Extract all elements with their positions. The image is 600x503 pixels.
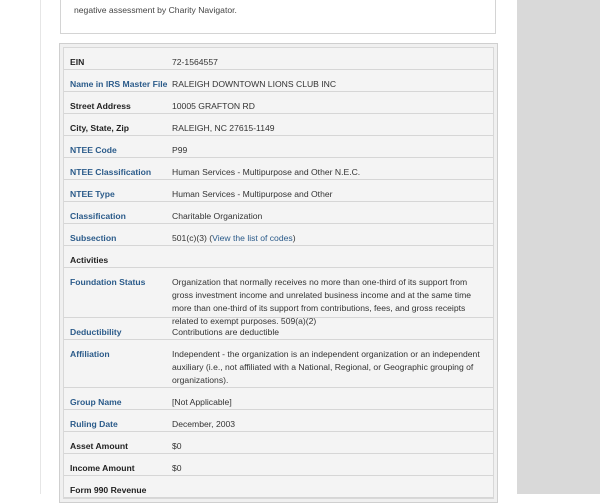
row-label: EIN bbox=[70, 57, 85, 67]
table-row bbox=[64, 224, 493, 246]
table-row bbox=[64, 454, 493, 476]
row-value: Organization that normally receives no more than one-third of its support from gross investment income and unrelated business income and at the same time more than one-third of its support from contributions, fees, and gross receipts related to exempt purposes. 509(a)(2) bbox=[172, 277, 472, 326]
view-codes-link[interactable]: View the list of codes bbox=[212, 233, 293, 243]
row-label: City, State, Zip bbox=[70, 123, 130, 133]
row-value: P99 bbox=[172, 145, 188, 155]
organization-details-panel bbox=[59, 43, 498, 503]
organization-details-table bbox=[63, 47, 494, 499]
table-row bbox=[64, 410, 493, 432]
table-row bbox=[64, 340, 493, 388]
row-label: NTEE Code bbox=[70, 145, 117, 155]
assessment-note-box bbox=[60, 0, 496, 34]
table-row bbox=[64, 158, 493, 180]
table-row bbox=[64, 202, 493, 224]
row-value: RALEIGH DOWNTOWN LIONS CLUB INC bbox=[172, 79, 337, 89]
table-row bbox=[64, 70, 493, 92]
right-background bbox=[516, 0, 600, 494]
row-label: Subsection bbox=[70, 233, 117, 243]
row-label: Foundation Status bbox=[70, 277, 146, 287]
row-value: $0 bbox=[172, 463, 182, 473]
row-label: Form 990 Revenue bbox=[70, 485, 147, 495]
row-label: Activities bbox=[70, 255, 109, 265]
row-label: Group Name bbox=[70, 397, 122, 407]
row-label: NTEE Type bbox=[70, 189, 115, 199]
table-row bbox=[64, 136, 493, 158]
row-label: Deductibility bbox=[70, 327, 122, 337]
row-label: Income Amount bbox=[70, 463, 135, 473]
assessment-note: negative assessment by Charity Navigator. bbox=[74, 5, 237, 15]
row-value bbox=[172, 246, 493, 267]
row-label: NTEE Classification bbox=[70, 167, 152, 177]
row-label: Name in IRS Master File bbox=[70, 79, 168, 89]
row-value: Charitable Organization bbox=[172, 211, 263, 221]
row-value: Human Services - Multipurpose and Other N.E.C. bbox=[172, 167, 361, 177]
row-value: Independent - the organization is an independent organization or an independent auxiliary (i.e., not affiliated with a National, Regional, or Geographic grouping of organizations). bbox=[172, 349, 480, 385]
table-row bbox=[64, 48, 493, 70]
row-value: RALEIGH, NC 27615-1149 bbox=[172, 123, 275, 133]
row-value: 72-1564557 bbox=[172, 57, 218, 67]
table-row bbox=[64, 476, 493, 498]
row-label: Classification bbox=[70, 211, 126, 221]
row-value: 10005 GRAFTON RD bbox=[172, 101, 255, 111]
table-row bbox=[64, 318, 493, 340]
table-row bbox=[64, 388, 493, 410]
row-label: Street Address bbox=[70, 101, 131, 111]
row-label: Asset Amount bbox=[70, 441, 128, 451]
table-row bbox=[64, 92, 493, 114]
table-row bbox=[64, 268, 493, 326]
row-value: 501(c)(3) (View the list of codes) bbox=[172, 233, 296, 243]
row-value: Contributions are deductible bbox=[172, 327, 280, 337]
table-row bbox=[64, 246, 493, 268]
table-row bbox=[64, 114, 493, 136]
row-value: $0 bbox=[172, 441, 182, 451]
row-value: Human Services - Multipurpose and Other bbox=[172, 189, 333, 199]
table-row bbox=[64, 180, 493, 202]
table-row bbox=[64, 432, 493, 454]
row-value: [Not Applicable] bbox=[172, 397, 232, 407]
row-value: December, 2003 bbox=[172, 419, 236, 429]
row-label: Affiliation bbox=[70, 349, 110, 359]
row-label: Ruling Date bbox=[70, 419, 118, 429]
